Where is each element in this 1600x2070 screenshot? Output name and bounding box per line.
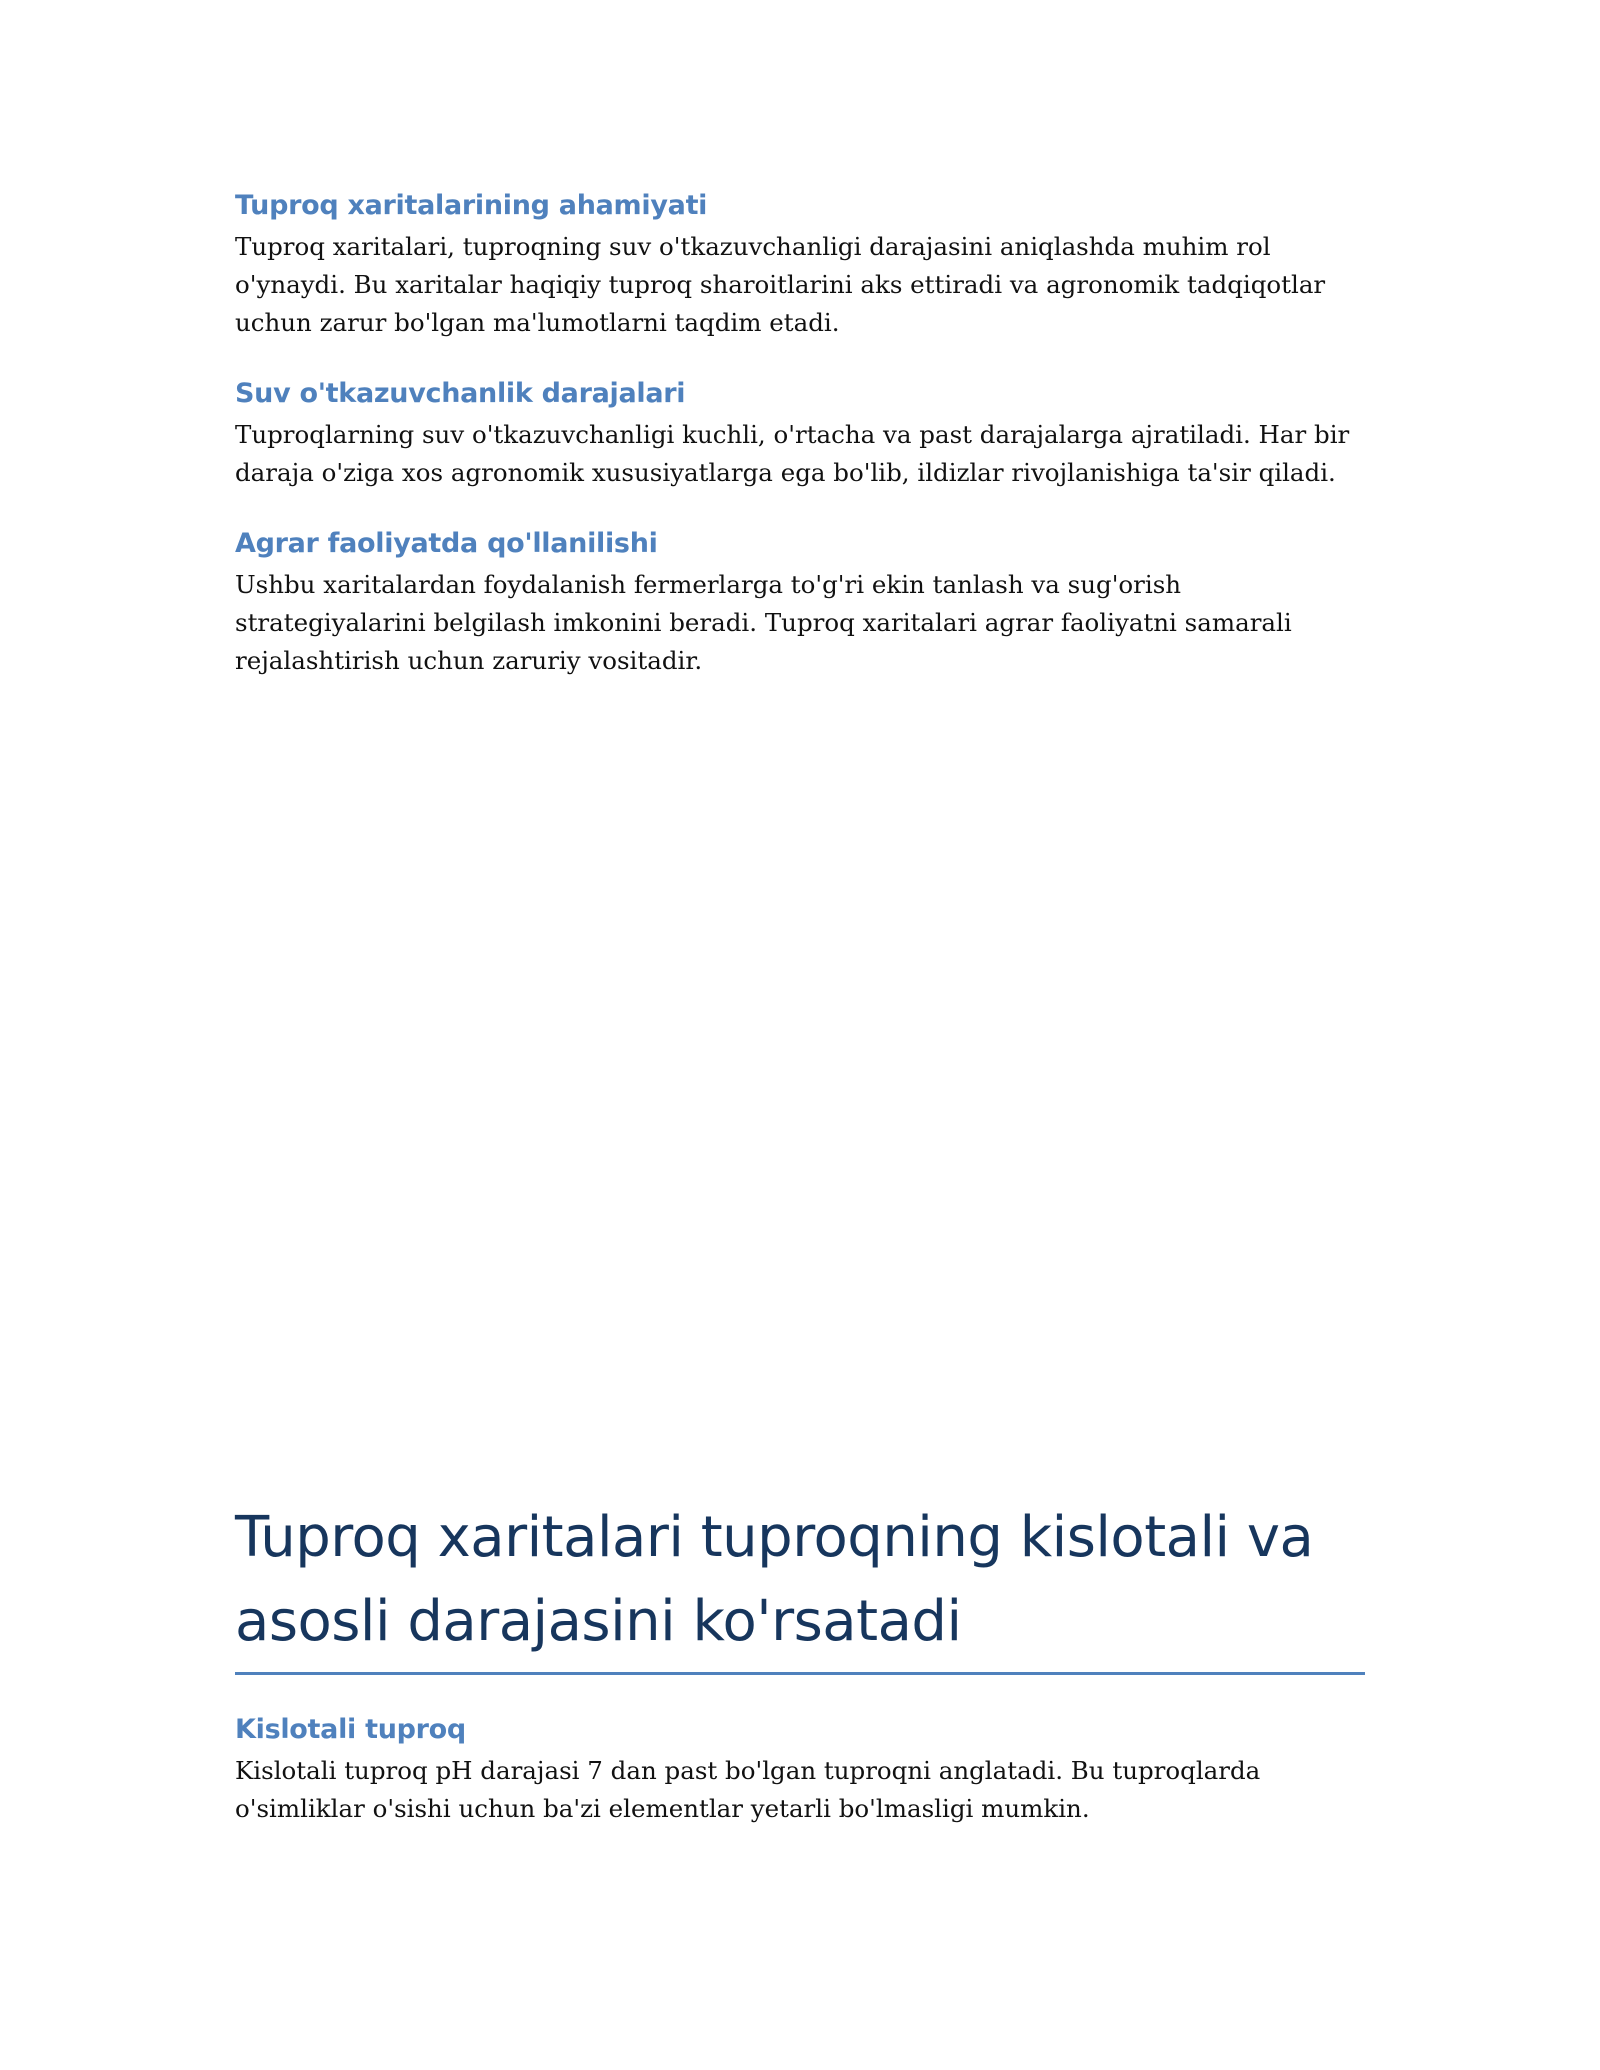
section-heading: Tuproq xaritalarining ahamiyati xyxy=(235,190,708,221)
chapter-title-underline xyxy=(235,1672,1365,1675)
section-permeability-levels xyxy=(235,376,1365,492)
section-body: Tuproq xaritalari, tuproqning suv o'tkazuvchanligi darajasini aniqlashda muhim rol o'ynaydi. Bu xaritalar haqiqiy tuproq sharoitlarini aks ettiradi va agronomik tadqiqotlar uchun zarur bo'lgan ma'lumotlarni taqdim etadi. xyxy=(235,232,1326,337)
section-heading: Agrar faoliyatda qo'llanilishi xyxy=(235,528,658,559)
section-body: Kislotali tuproq pH darajasi 7 dan past bo'lgan tuproqni anglatadi. Bu tuproqlarda o'simliklar o'sishi uchun ba'zi elementlar yetarli bo'lmasligi mumkin. xyxy=(235,1756,1261,1823)
chapter-title-block xyxy=(235,1496,1365,1664)
section-agrarian-use xyxy=(235,526,1365,680)
section-acidic-soil xyxy=(235,1712,1365,1828)
section-importance xyxy=(235,188,1365,342)
section-body: Ushbu xaritalardan foydalanish fermerlarga to'g'ri ekin tanlash va sug'orish strategiyalarini belgilash imkonini beradi. Tuproq xaritalari agrar faoliyatni samarali rejalashtirish uchun zaruriy vositadir. xyxy=(235,570,1292,675)
section-heading: Kislotali tuproq xyxy=(235,1714,466,1745)
section-body: Tuproqlarning suv o'tkazuvchanligi kuchli, o'rtacha va past darajalarga ajratiladi. Har bir daraja o'ziga xos agronomik xususiyatlarga ega bo'lib, ildizlar rivojlanishiga ta'sir qiladi. xyxy=(235,420,1350,487)
chapter-title: Tuproq xaritalari tuproqning kislotali va asosli darajasini ko'rsatadi xyxy=(235,1505,1314,1654)
section-heading: Suv o'tkazuvchanlik darajalari xyxy=(235,378,686,409)
